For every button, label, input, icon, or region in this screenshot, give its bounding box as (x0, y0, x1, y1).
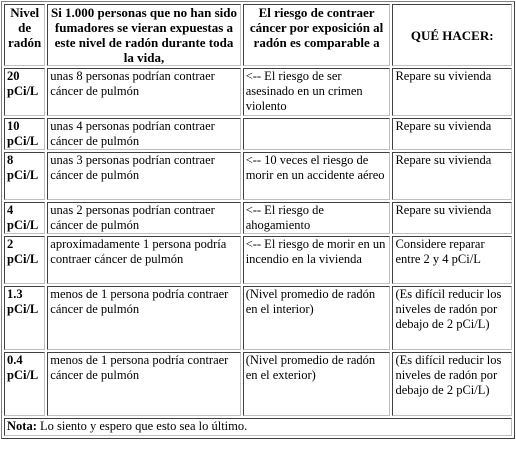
action-cell: Considere reparar entre 2 y 4 pCi/L (392, 236, 512, 284)
table-row (4, 352, 512, 416)
action-cell: Repare su vivienda (392, 118, 512, 150)
radon-level-cell: 1.3 pCi/L (4, 286, 45, 350)
smokers-cell: unas 2 personas podrían contraer cáncer de pulmón (47, 202, 240, 234)
action-cell: Repare su vivienda (392, 68, 512, 116)
table-header-row (4, 4, 512, 66)
action-cell: Repare su vivienda (392, 202, 512, 234)
table-row (4, 286, 512, 350)
table-row (4, 152, 512, 200)
note-row (4, 418, 512, 436)
table-row (4, 68, 512, 116)
note-text: Lo siento y espero que esto sea lo último. (36, 419, 248, 433)
note-label: Nota: (7, 419, 37, 433)
smokers-cell: unas 8 personas podrían contraer cáncer de pulmón (47, 68, 240, 116)
header-level: Nivel de radón (4, 4, 45, 66)
header-smokers: Si 1.000 personas que no han sido fumadores se vieran expuestas a este nivel de radón durante toda la vida, (47, 4, 240, 66)
radon-level-cell: 10 pCi/L (4, 118, 45, 150)
risk-cell: (Nivel promedio de radón en el exterior) (243, 352, 391, 416)
radon-level-cell: 4 pCi/L (4, 202, 45, 234)
smokers-cell: unas 4 personas podrían contraer cáncer de pulmón (47, 118, 240, 150)
risk-cell: (Nivel promedio de radón en el interior) (243, 286, 391, 350)
smokers-cell: aproximadamente 1 persona podría contraer cáncer de pulmón (47, 236, 240, 284)
smokers-cell: unas 3 personas podrían contraer cáncer de pulmón (47, 152, 240, 200)
radon-level-cell: 2 pCi/L (4, 236, 45, 284)
action-cell: (Es difícil reducir los niveles de radón por debajo de 2 pCi/L) (392, 352, 512, 416)
radon-level-cell: 8 pCi/L (4, 152, 45, 200)
risk-cell: <-- El riesgo de ahogamiento (243, 202, 391, 234)
table-row (4, 118, 512, 150)
risk-cell: <-- El riesgo de ser asesinado en un crimen violento (243, 68, 391, 116)
risk-cell: <-- 10 veces el riesgo de morir en un accidente aéreo (243, 152, 391, 200)
smokers-cell: menos de 1 persona podría contraer cáncer de pulmón (47, 286, 240, 350)
risk-cell: <-- El riesgo de morir en un incendio en la vivienda (243, 236, 391, 284)
action-cell: Repare su vivienda (392, 152, 512, 200)
header-action: QUÉ HACER: (392, 4, 512, 66)
risk-cell (243, 118, 391, 150)
radon-risk-table (1, 1, 515, 439)
header-risk: El riesgo de contraer cáncer por exposición al radón es comparable a (243, 4, 391, 66)
radon-level-cell: 20 pCi/L (4, 68, 45, 116)
table-row (4, 236, 512, 284)
table-row (4, 202, 512, 234)
smokers-cell: menos de 1 persona podría contraer cáncer de pulmón (47, 352, 240, 416)
action-cell: (Es difícil reducir los niveles de radón por debajo de 2 pCi/L) (392, 286, 512, 350)
note-cell (4, 418, 512, 436)
radon-level-cell: 0.4 pCi/L (4, 352, 45, 416)
